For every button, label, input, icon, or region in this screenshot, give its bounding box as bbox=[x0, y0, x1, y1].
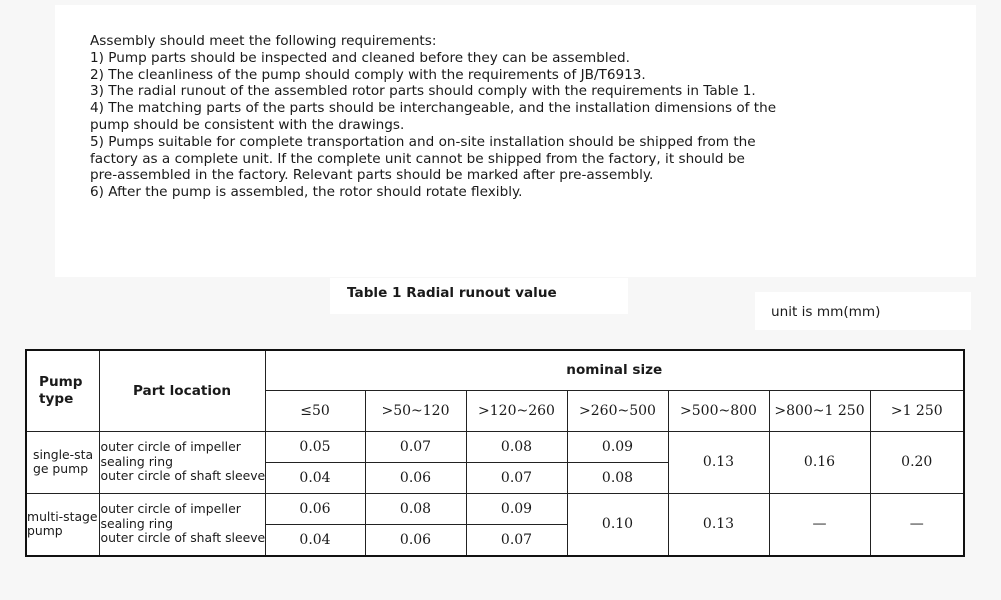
size-col-4: >260~500 bbox=[567, 390, 668, 431]
table-cell: 0.13 bbox=[668, 431, 769, 493]
table-cell: 0.07 bbox=[466, 462, 567, 493]
requirement-4-line2: pump should be consistent with the drawings. bbox=[90, 116, 405, 133]
pump-type-single-stage: single-sta ge pump bbox=[26, 431, 99, 493]
table-cell: 0.16 bbox=[769, 431, 870, 493]
size-col-6: >800~1 250 bbox=[769, 390, 870, 431]
table-cell: — bbox=[769, 493, 870, 556]
table-cell: 0.07 bbox=[466, 524, 567, 556]
table-cell: 0.07 bbox=[365, 431, 466, 462]
size-col-1: ≤50 bbox=[265, 390, 365, 431]
requirement-1: 1) Pump parts should be inspected and cleaned before they can be assembled. bbox=[90, 49, 630, 66]
requirement-5-line3: pre-assembled in the factory. Relevant parts should be marked after pre-assembly. bbox=[90, 167, 654, 184]
requirement-5-line2: factory as a complete unit. If the complete unit cannot be shipped from the factory, it should be bbox=[90, 150, 745, 167]
unit-note: unit is mm(mm) bbox=[771, 304, 881, 320]
table-cell: 0.06 bbox=[265, 493, 365, 524]
table-cell: — bbox=[870, 493, 964, 556]
requirement-3: 3) The radial runout of the assembled rotor parts should comply with the requirements in Table 1. bbox=[90, 83, 756, 100]
table-cell: 0.20 bbox=[870, 431, 964, 493]
requirement-6: 6) After the pump is assembled, the rotor should rotate flexibly. bbox=[90, 184, 523, 201]
table-caption: Table 1 Radial runout value bbox=[347, 285, 557, 301]
header-nominal-size: nominal size bbox=[265, 350, 964, 390]
table-row bbox=[26, 431, 964, 462]
table-cell: 0.10 bbox=[567, 493, 668, 556]
part-location-multi-stage: outer circle of impeller sealing ring outer circle of shaft sleeve bbox=[99, 493, 265, 556]
table-cell: 0.04 bbox=[265, 524, 365, 556]
size-col-2: >50~120 bbox=[365, 390, 466, 431]
table-cell: 0.13 bbox=[668, 493, 769, 556]
table-cell: 0.09 bbox=[466, 493, 567, 524]
size-col-5: >500~800 bbox=[668, 390, 769, 431]
table-cell: 0.08 bbox=[567, 462, 668, 493]
header-row-1 bbox=[26, 350, 964, 390]
header-pump-type: Pump type bbox=[26, 350, 99, 431]
requirements-intro: Assembly should meet the following requirements: bbox=[90, 33, 437, 49]
header-part-location: Part location bbox=[99, 350, 265, 431]
table-cell: 0.08 bbox=[466, 431, 567, 462]
size-col-3: >120~260 bbox=[466, 390, 567, 431]
radial-runout-table bbox=[25, 349, 965, 557]
requirement-5-line1: 5) Pumps suitable for complete transportation and on-site installation should be shipped from the bbox=[90, 133, 756, 150]
table-cell: 0.05 bbox=[265, 431, 365, 462]
table-cell: 0.09 bbox=[567, 431, 668, 462]
size-col-7: >1 250 bbox=[870, 390, 964, 431]
table-row bbox=[26, 493, 964, 524]
requirement-2: 2) The cleanliness of the pump should comply with the requirements of JB/T6913. bbox=[90, 66, 646, 83]
table-cell: 0.06 bbox=[365, 462, 466, 493]
table-cell: 0.08 bbox=[365, 493, 466, 524]
part-location-single-stage: outer circle of impeller sealing ring outer circle of shaft sleeve bbox=[99, 431, 265, 493]
pump-type-multi-stage: multi-stage pump bbox=[26, 493, 99, 556]
table-cell: 0.04 bbox=[265, 462, 365, 493]
table-cell: 0.06 bbox=[365, 524, 466, 556]
requirement-4-line1: 4) The matching parts of the parts should be interchangeable, and the installation dimensions of the bbox=[90, 100, 777, 117]
requirements-text bbox=[90, 33, 830, 201]
